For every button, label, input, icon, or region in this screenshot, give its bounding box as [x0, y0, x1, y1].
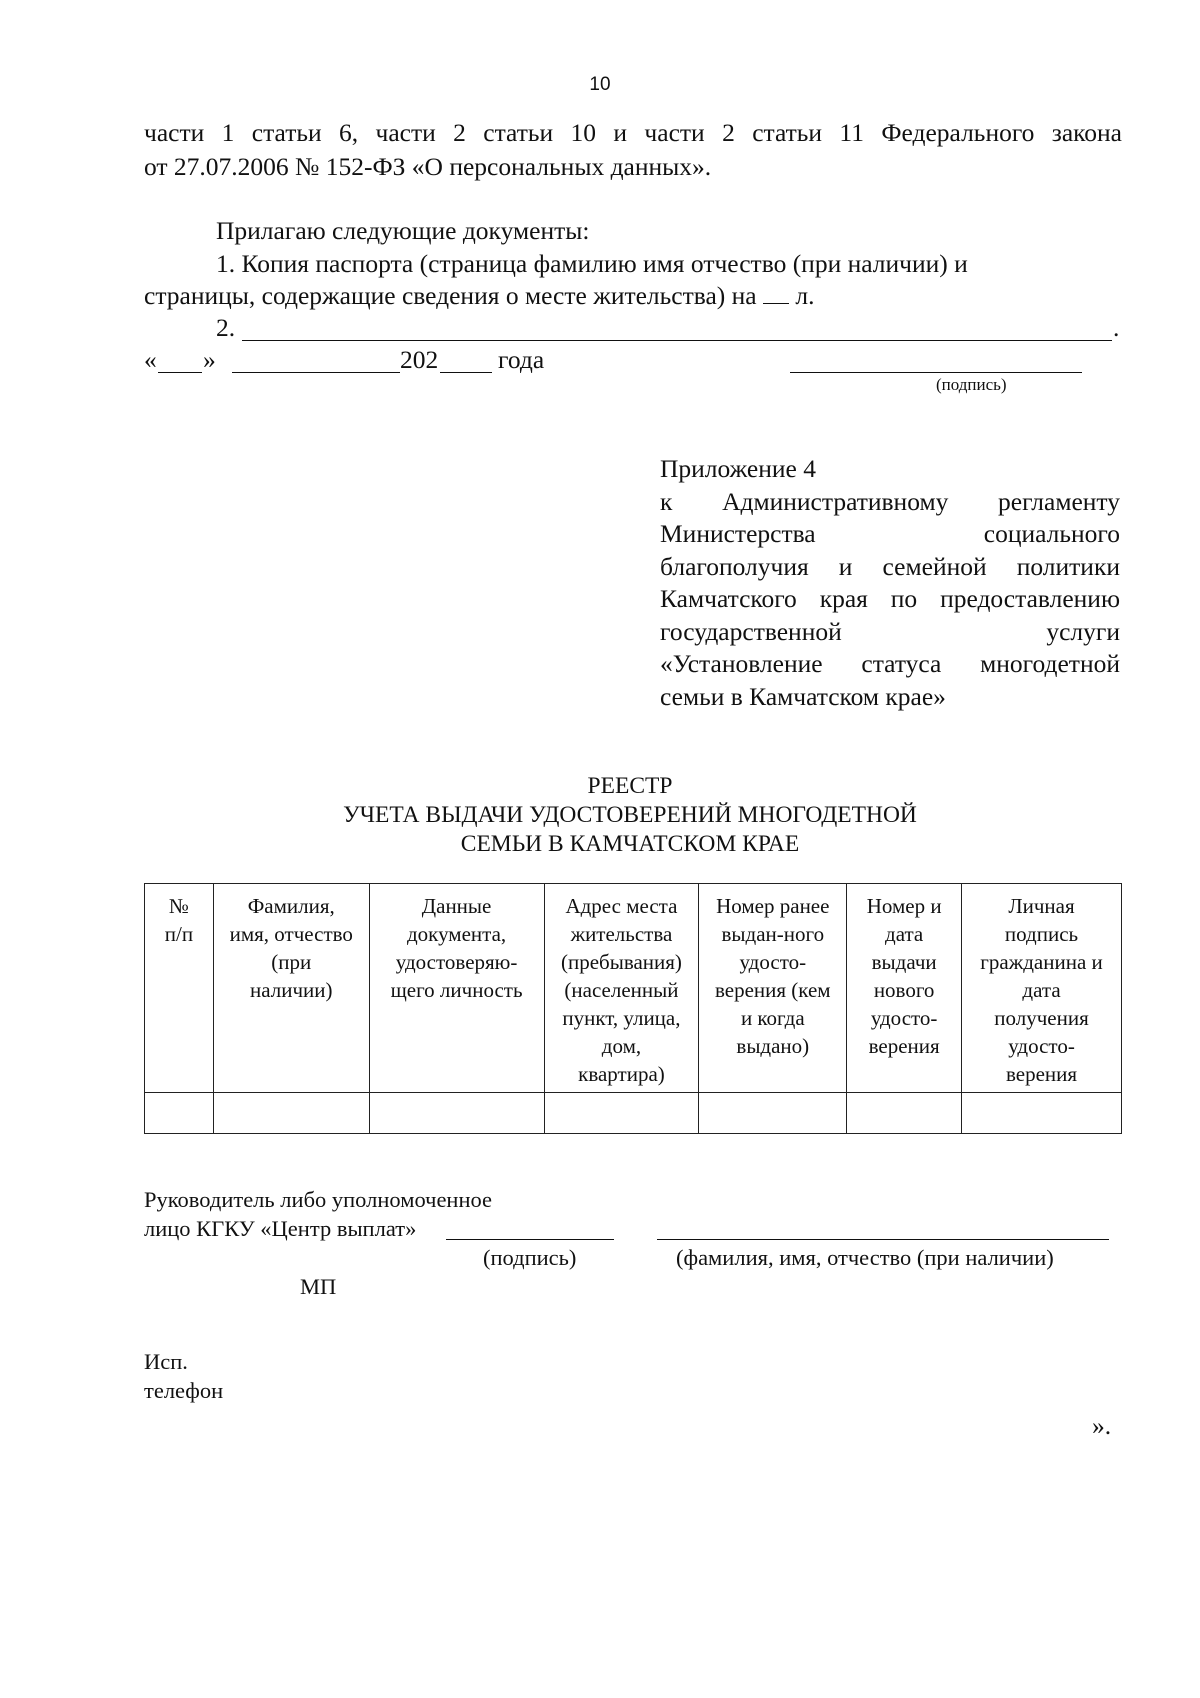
date-month-blank: [232, 372, 400, 373]
header-cell-line: №: [168, 894, 189, 918]
table-row: [145, 1093, 1122, 1134]
header-cell-line: щего личность: [390, 978, 523, 1002]
header-cell-line: жительства: [570, 922, 673, 946]
header-cell-address: [544, 884, 699, 1093]
attachment-item-1-text: страницы, содержащие сведения о месте жительства) на: [144, 281, 757, 310]
date-year-blank: [440, 372, 492, 373]
header-cell-line: верения: [868, 1034, 940, 1058]
head-line-1: Руководитель либо уполномоченное: [144, 1187, 493, 1212]
attachment-item-2-blank: [242, 340, 1112, 341]
register-title-line-1: РЕЕСТР: [587, 773, 673, 799]
header-cell-line: Данные: [421, 894, 492, 918]
header-cell-line: верения: [1005, 1062, 1078, 1086]
header-cell-line: Личная: [1008, 894, 1075, 918]
annex-line-5: государственной услуги: [660, 616, 1120, 646]
annex-line-2: Министерства социального: [660, 519, 1120, 548]
head-name-blank: [657, 1239, 1109, 1240]
head-signature-label: (подпись): [483, 1245, 577, 1270]
annex-line-1: к Административному регламенту: [660, 486, 1120, 516]
header-cell-line: пункт, улица,: [562, 1006, 681, 1030]
header-cell-number: [145, 884, 214, 1093]
annex-heading: Приложение 4: [660, 454, 816, 483]
intro-line-2: от 27.07.2006 № 152-ФЗ «О персональных данных».: [144, 152, 712, 181]
header-cell-line: получения: [994, 1006, 1089, 1030]
table-header-row: [145, 884, 1122, 1093]
header-cell-line: и когда: [740, 1006, 805, 1030]
table-cell: [699, 1093, 847, 1134]
attachment-item-1-line-1: 1. Копия паспорта (страница фамилию имя отчество (при наличии) и: [216, 249, 968, 278]
header-cell-full-name: [213, 884, 369, 1093]
header-cell-line: подпись: [1004, 922, 1079, 946]
intro-line-1: части 1 статьи 6, части 2 статьи 10 и части 2 статьи 11 Федерального закона: [144, 118, 1122, 147]
attachments-heading: Прилагаю следующие документы:: [216, 216, 590, 245]
register-title: [0, 772, 1200, 859]
annex-line-3: благополучия и семейной политики: [660, 551, 1120, 581]
executor-label: Исп.: [144, 1349, 188, 1374]
header-cell-previous-certificate: [699, 884, 847, 1093]
header-cell-line: имя, отчество: [229, 922, 353, 946]
header-cell-line: нового: [873, 978, 935, 1002]
header-cell-line: выдан-ного: [721, 922, 825, 946]
header-cell-line: квартира): [578, 1062, 665, 1086]
header-cell-line: Фамилия,: [247, 894, 335, 918]
header-cell-new-certificate: [847, 884, 962, 1093]
stamp-mark: МП: [300, 1274, 337, 1299]
header-cell-line: гражданина и: [980, 950, 1103, 974]
header-cell-line: Номер и: [866, 894, 942, 918]
page-number: 10: [589, 74, 611, 95]
header-cell-line: (при: [271, 950, 312, 974]
header-cell-line: удостоверяю-: [395, 950, 518, 974]
phone-label: телефон: [144, 1378, 224, 1403]
head-signature-blank: [446, 1239, 614, 1240]
annex-line-6: «Установление статуса многодетной: [660, 649, 1120, 678]
attachment-item-2-end: .: [1113, 313, 1120, 342]
annex-block: [660, 453, 1120, 713]
annex-line-4: Камчатского края по предоставлению: [660, 584, 1120, 613]
table-cell: [962, 1093, 1122, 1134]
sheet-suffix: л.: [795, 281, 815, 310]
table-cell: [145, 1093, 214, 1134]
header-cell-line: Номер ранее: [716, 894, 830, 918]
header-cell-line: (пребывания): [560, 950, 682, 974]
date-quote-open: «: [144, 345, 157, 374]
header-cell-line: документа,: [406, 922, 507, 946]
header-cell-line: верения (кем: [714, 978, 831, 1002]
header-cell-line: п/п: [164, 922, 194, 946]
date-quote-close: »: [203, 345, 216, 374]
header-cell-line: дата: [885, 922, 924, 946]
table-cell: [544, 1093, 699, 1134]
header-cell-line: удосто-: [739, 950, 807, 974]
table-cell: [369, 1093, 544, 1134]
register-table: [144, 883, 1122, 1134]
signature-label: (подпись): [936, 375, 1007, 394]
header-cell-line: наличии): [250, 978, 333, 1002]
header-cell-line: дата: [1022, 978, 1061, 1002]
header-cell-line: выдано): [736, 1034, 810, 1058]
attachment-item-1-line-2: [144, 281, 814, 311]
attachment-item-2-number: 2.: [216, 313, 236, 342]
header-cell-line: Адрес места: [565, 894, 678, 918]
closing-quote: ».: [1092, 1411, 1112, 1440]
table-cell: [847, 1093, 962, 1134]
header-cell-line: (населенный: [564, 978, 679, 1002]
date-day-blank: [158, 372, 202, 373]
signature-blank: [790, 372, 1082, 373]
register-title-line-2: УЧЕТА ВЫДАЧИ УДОСТОВЕРЕНИЙ МНОГОДЕТНОЙ: [343, 802, 917, 828]
table-cell: [213, 1093, 369, 1134]
annex-line-7: семьи в Камчатском крае»: [660, 681, 946, 711]
header-cell-signature-date: [962, 884, 1122, 1093]
header-cell-line: дом,: [601, 1034, 642, 1058]
date-year-prefix: 202: [400, 345, 439, 374]
head-name-label: (фамилия, имя, отчество (при наличии): [676, 1245, 1054, 1270]
register-title-line-3: СЕМЬИ В КАМЧАТСКОМ КРАЕ: [460, 831, 800, 857]
header-cell-line: удосто-: [870, 1006, 938, 1030]
sheet-count-blank: [763, 281, 789, 304]
header-cell-line: удосто-: [1008, 1034, 1075, 1058]
head-line-2: лицо КГКУ «Центр выплат»: [144, 1216, 417, 1241]
header-cell-id-document: [369, 884, 544, 1093]
date-year-word: года: [498, 345, 545, 374]
header-cell-line: выдачи: [871, 950, 937, 974]
